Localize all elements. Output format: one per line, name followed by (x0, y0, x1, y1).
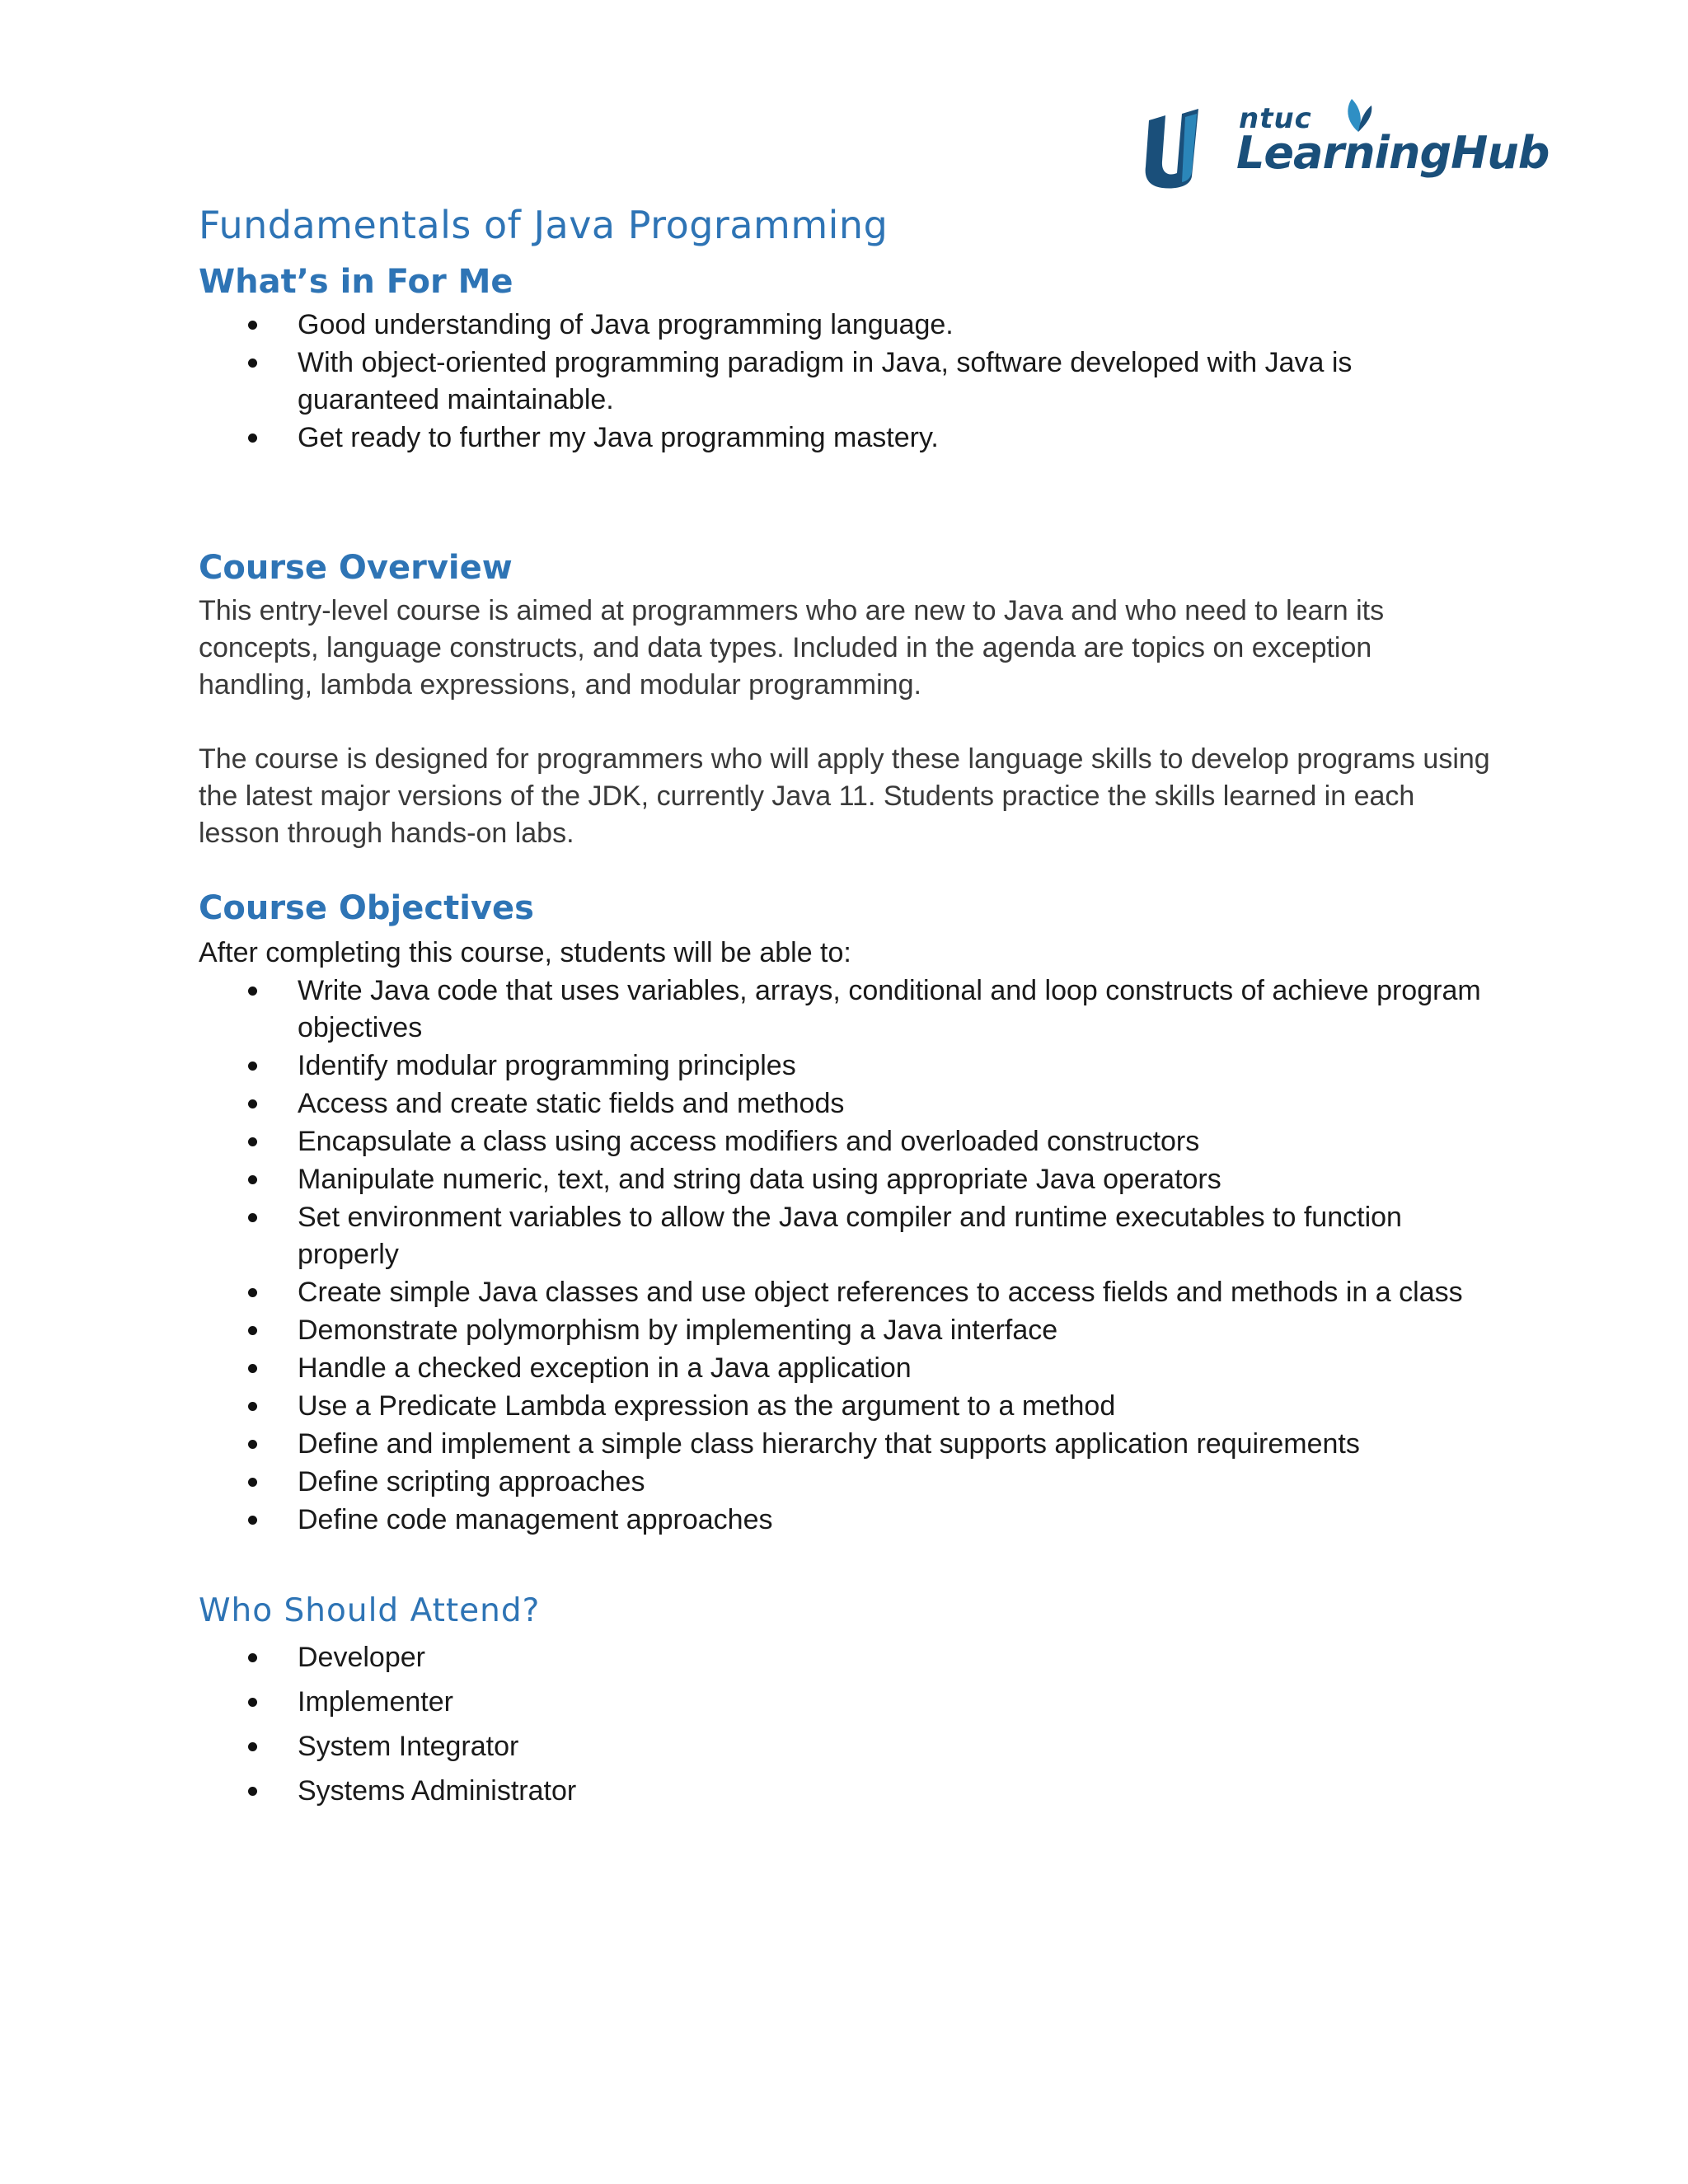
page-title: Fundamentals of Java Programming (199, 203, 889, 247)
bullet-icon (248, 1787, 257, 1796)
list-item: Systems Administrator (199, 1769, 1493, 1813)
bullet-icon (248, 1364, 257, 1373)
list-item: Get ready to further my Java programming mastery. (199, 419, 1493, 457)
list-item: Use a Predicate Lambda expression as the argument to a method (199, 1388, 1493, 1425)
list-item: Handle a checked exception in a Java application (199, 1350, 1493, 1387)
bullet-icon (248, 1698, 257, 1707)
list-item: Create simple Java classes and use object references to access fields and methods in a class (199, 1274, 1493, 1311)
list-item: Access and create static fields and methods (199, 1085, 1493, 1122)
bullet-icon (248, 1326, 257, 1335)
list-item: Identify modular programming principles (199, 1047, 1493, 1085)
list-item: Define code management approaches (199, 1502, 1493, 1539)
attend-heading: Who Should Attend? (199, 1592, 541, 1629)
overview-heading: Course Overview (199, 549, 513, 587)
list-item: Define scripting approaches (199, 1464, 1493, 1501)
list-item: Manipulate numeric, text, and string data using appropriate Java operators (199, 1161, 1493, 1198)
bullet-icon (248, 1402, 257, 1411)
logo-name-text: LearningHub (1236, 127, 1550, 179)
bullet-icon (248, 1137, 257, 1146)
overview-paragraph-1: This entry-level course is aimed at programmers who are new to Java and who need to learn its concepts, language constructs, and data types. Included in the agenda are topics on exception handling, lambda expressions, and modular programming. (199, 595, 1385, 701)
ntuc-learninghub-logo (1144, 97, 1550, 190)
list-item: Encapsulate a class using access modifiers and overloaded constructors (199, 1123, 1493, 1160)
document-body (199, 198, 1493, 1814)
overview-paragraph-2: The course is designed for programmers who will apply these language skills to develop programs using the latest major versions of the JDK, currently Java 11. Students practice the skills learned in each lesson through hands-on labs. (199, 743, 1490, 849)
bullet-icon (248, 1213, 257, 1222)
whats-in-list (199, 307, 1493, 457)
bullet-icon (248, 1288, 257, 1297)
bullet-icon (248, 1062, 257, 1071)
bullet-icon (248, 1175, 257, 1184)
bullet-icon (248, 1099, 257, 1108)
list-item: Good understanding of Java programming language. (199, 307, 1493, 344)
bullet-icon (248, 1478, 257, 1487)
list-item: Implementer (199, 1680, 1493, 1724)
bullet-icon (248, 359, 257, 368)
list-item: Developer (199, 1636, 1493, 1680)
logo-u-mark-icon (1144, 97, 1235, 190)
list-item: Demonstrate polymorphism by implementing a Java interface (199, 1312, 1493, 1349)
list-item: Write Java code that uses variables, arrays, conditional and loop constructs of achieve program objectives (199, 972, 1493, 1047)
bullet-icon (248, 321, 257, 330)
attend-list (199, 1636, 1493, 1813)
list-item: System Integrator (199, 1725, 1493, 1769)
list-item: Set environment variables to allow the Java compiler and runtime executables to function properly (199, 1199, 1493, 1273)
logo-ntuc-text: ntuc (1239, 102, 1312, 135)
objectives-heading: Course Objectives (199, 889, 534, 927)
whats-in-heading: What’s in For Me (199, 263, 513, 301)
bullet-icon (248, 434, 257, 443)
bullet-icon (248, 1516, 257, 1525)
list-item: Define and implement a simple class hierarchy that supports application requirements (199, 1426, 1493, 1463)
objectives-intro: After completing this course, students will be able to: (199, 937, 851, 968)
bullet-icon (248, 987, 257, 996)
bullet-icon (248, 1653, 257, 1662)
objectives-list (199, 972, 1493, 1539)
list-item: With object-oriented programming paradigm in Java, software developed with Java is guaranteed maintainable. (199, 344, 1493, 419)
bullet-icon (248, 1742, 257, 1751)
bullet-icon (248, 1440, 257, 1449)
